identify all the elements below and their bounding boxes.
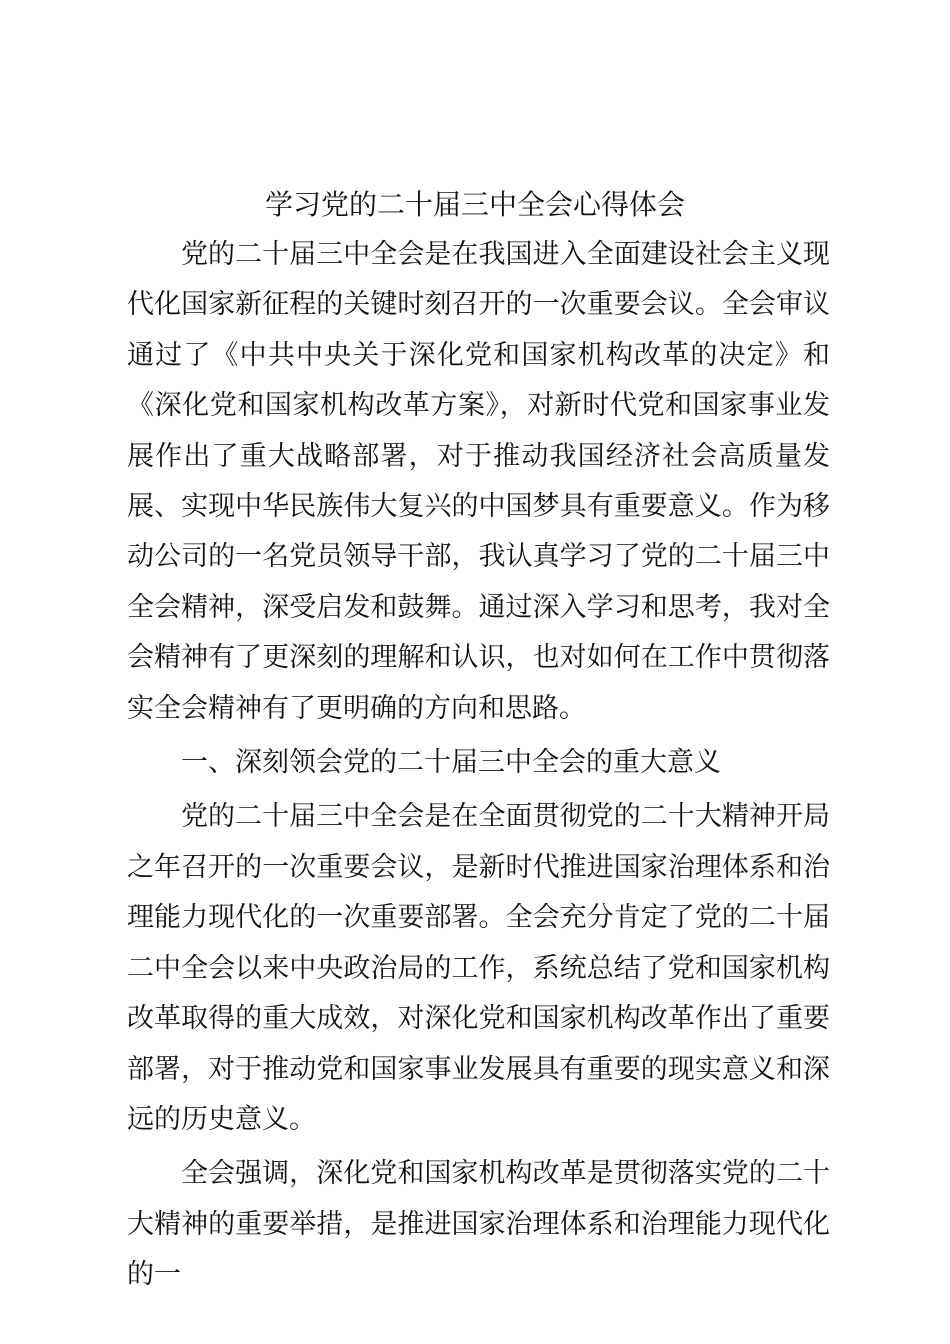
section-heading-1: 一、深刻领会党的二十届三中全会的重大意义 xyxy=(181,747,721,779)
paragraph-intro: 党的二十届三中全会是在我国进入全面建设社会主义现代化国家新征程的关键时刻召开的一次重要会议。全会审议通过了《中共中央关于深化党和国家机构改革的决定》和《深化党和国家机构改革方案》，对新时代党和国家事业发展作出了重大战略部署，对于推动我国经济社会高质量发展、实现中华民族伟大复兴的中国梦具有重要意义。作为移动公司的一名党员领导干部，我认真学习了党的二十届三中全会精神，深受启发和鼓舞。通过深入学习和思考，我对全会精神有了更深刻的理解和认识，也对如何在工作中贯彻落实全会精神有了更明确的方向和思路。 xyxy=(127,239,830,724)
document-body xyxy=(127,230,830,1301)
paragraph-section-1: 党的二十届三中全会是在全面贯彻党的二十大精神开局之年召开的一次重要会议，是新时代推进国家治理体系和治理能力现代化的一次重要部署。全会充分肯定了党的二十届二中全会以来中央政治局的工作，系统总结了党和国家机构改革取得的重大成效，对深化党和国家机构改革作出了重要部署，对于推动党和国家事业发展具有重要的现实意义和深远的历史意义。 xyxy=(127,801,830,1135)
document-title: 学习党的二十届三中全会心得体会 xyxy=(264,188,685,221)
paragraph-section-1-continued: 全会强调，深化党和国家机构改革是贯彻落实党的二十大精神的重要举措，是推进国家治理体系和治理能力现代化的一 xyxy=(127,1158,830,1291)
